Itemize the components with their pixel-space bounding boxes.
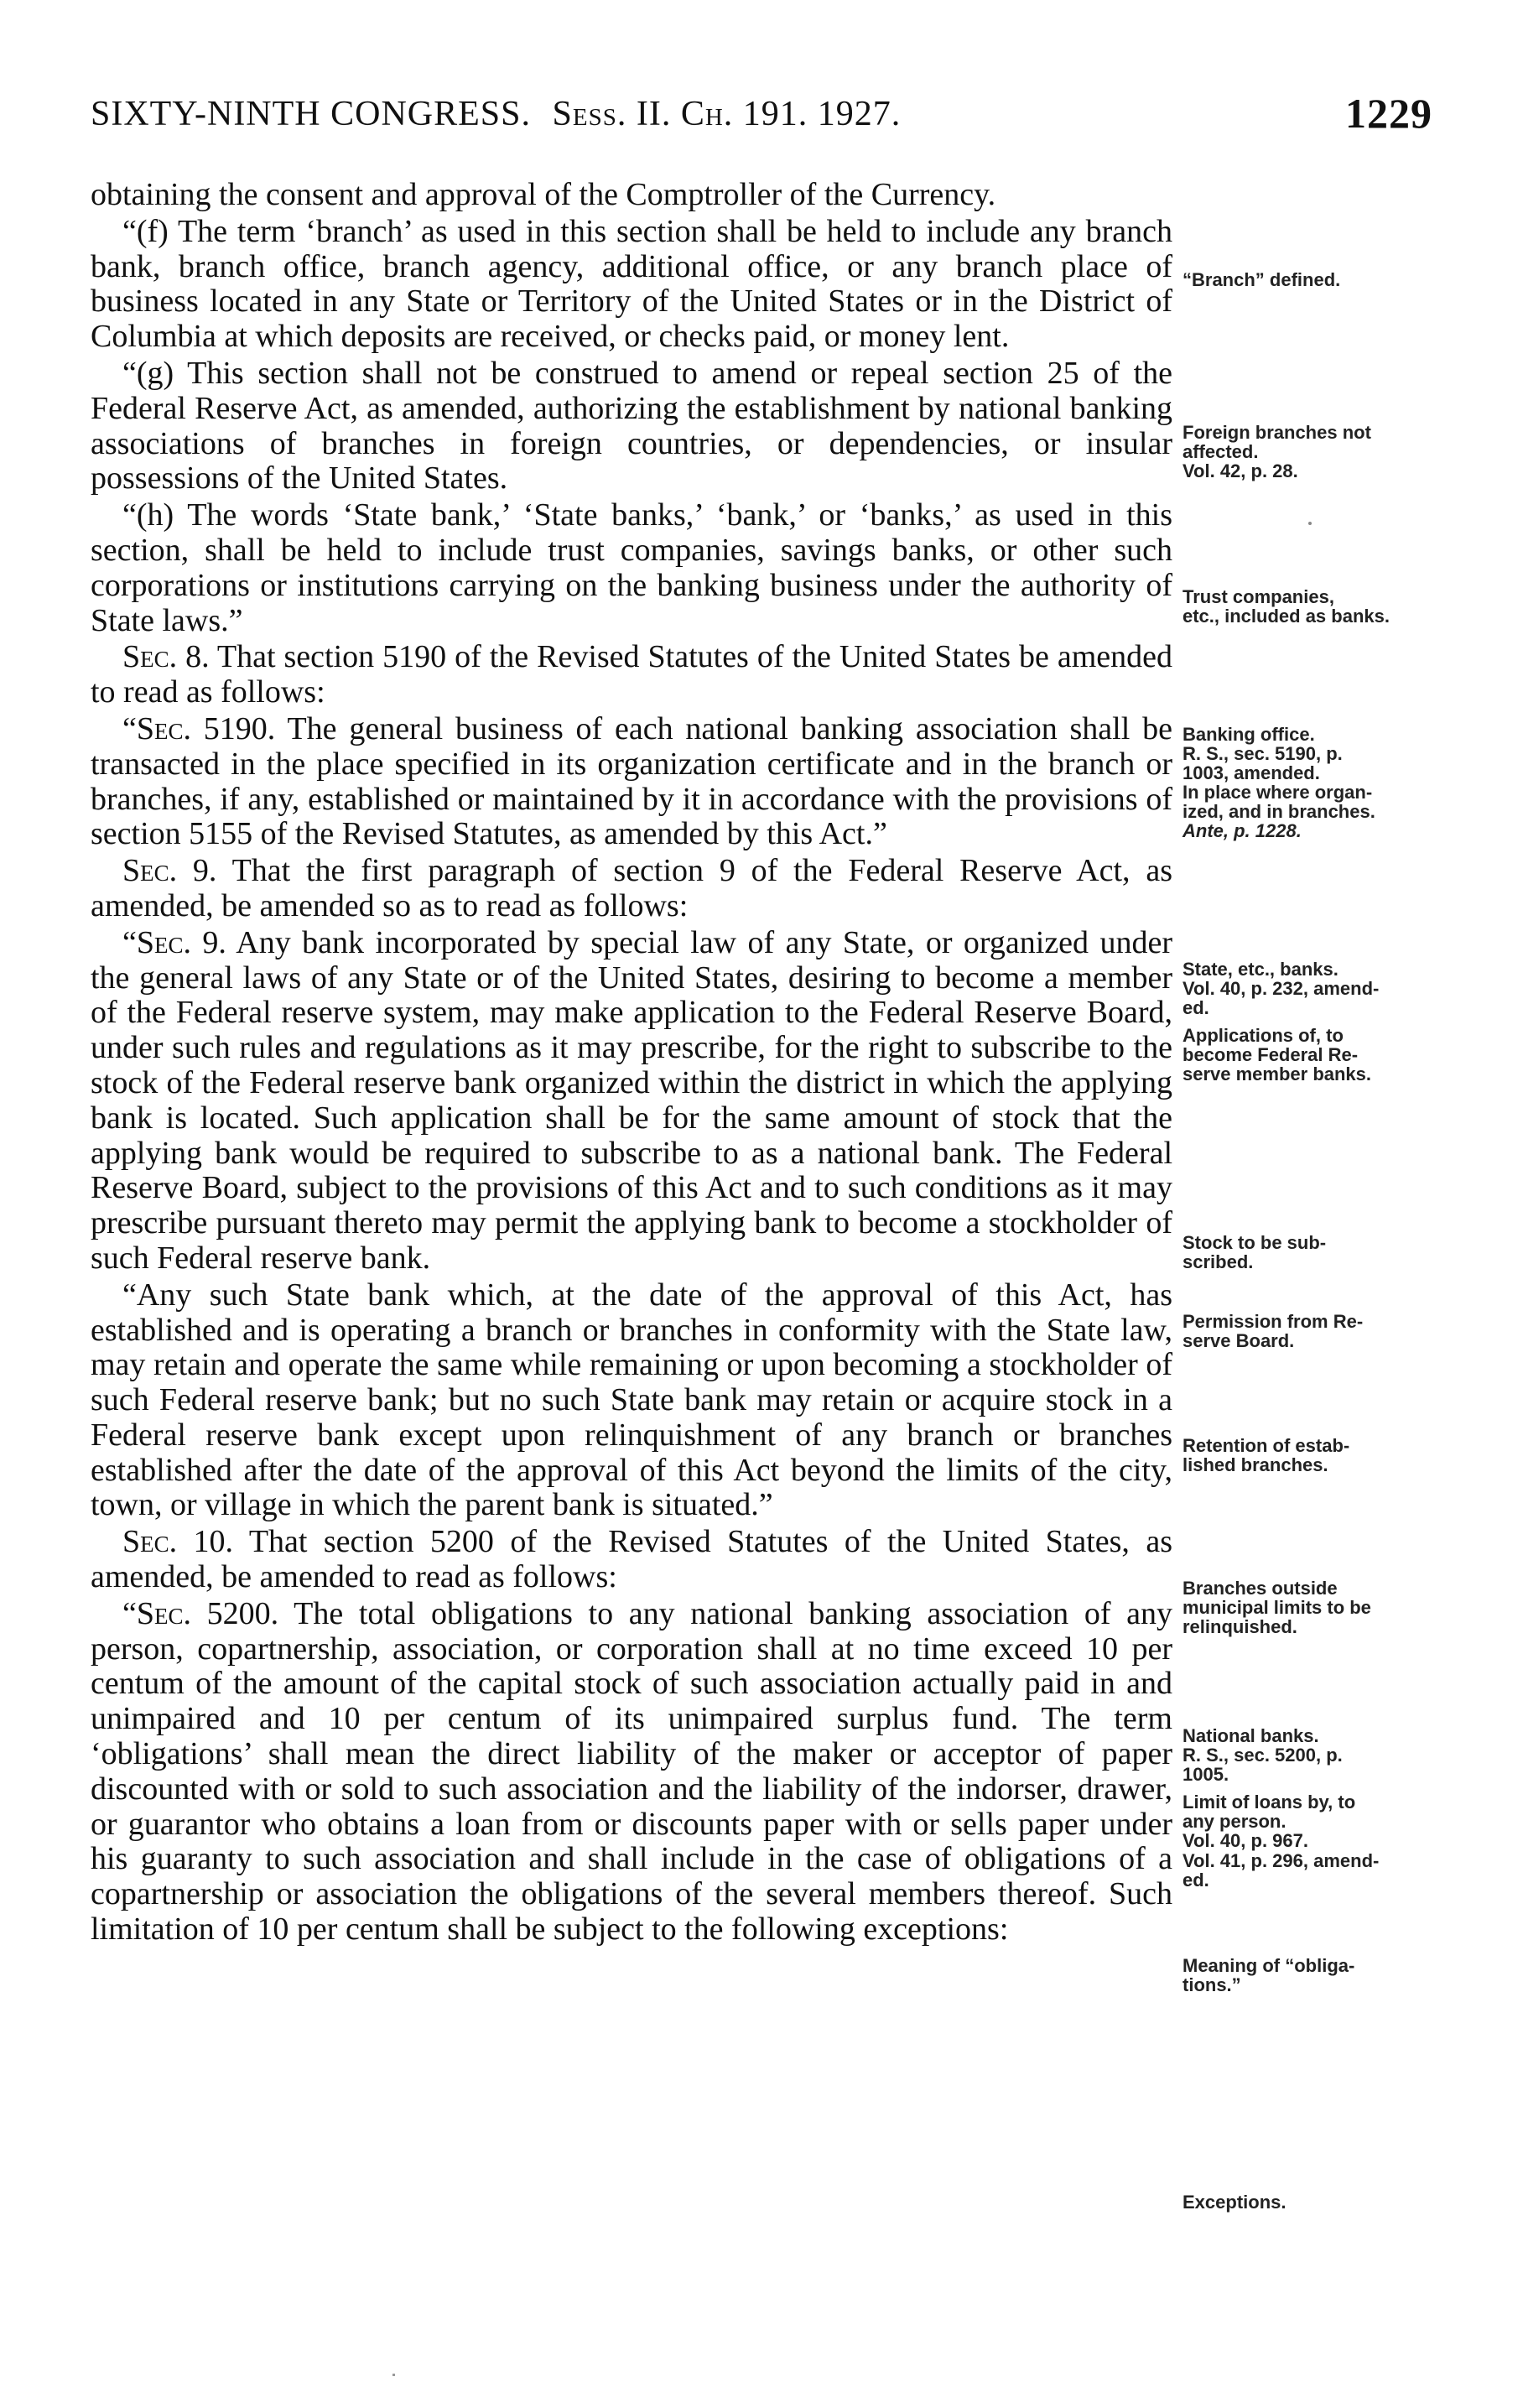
margin-note-foreign-branches: Foreign branches not affected. Vol. 42, p. 28.	[1183, 422, 1371, 482]
page-number: 1229	[1345, 90, 1432, 137]
margin-note-state-banks: State, etc., banks. Vol. 40, p. 232, amend- ed. Applications of, to become Federal Re- serve member banks.	[1183, 959, 1380, 1085]
section-9	[91, 854, 1172, 924]
margin-note-branch-defined: “Branch” defined.	[1183, 269, 1341, 290]
section-5200	[91, 1597, 1172, 1948]
section-10	[91, 1525, 1172, 1595]
section-label: Sec. 8.	[122, 639, 210, 675]
margin-note-permission: Permission from Re- serve Board.	[1183, 1311, 1364, 1352]
margin-note-trust-companies: Trust companies, etc., included as banks.	[1183, 586, 1390, 627]
running-head	[91, 94, 901, 134]
paragraph: obtaining the consent and approval of the Comptroller of the Currency.	[91, 177, 996, 212]
paragraph-f: “(f) The term ‘branch’ as used in this section shall be held to include any branch bank, branch office, branch agency, additional office, or any branch place of business located in any State or Territory of the United States or in the District of Columbia at which deposits are received, or checks paid, or money lent.	[91, 213, 1172, 355]
section-text: The general business of each national banking association shall be transacted in the place specified in its organization certificate and in the branch or branches, if any, established or maintained by it in accordance with the provisions of section 5155 of the Revised Statutes, as amended by this Act.”	[91, 710, 1172, 852]
section-5190	[91, 712, 1172, 852]
section-text: That section 5200 of the Revised Statutes of the United States, as amended, be amended to read as follows:	[91, 1524, 1172, 1595]
section-label: Sec. 10.	[122, 1524, 234, 1560]
running-head-session: Sess. II. Ch. 191. 1927.	[552, 95, 902, 133]
section-text: Any bank incorporated by special law of any State, or organized under the general laws of any State or of the United States, desiring to become a member of the Federal reserve system, may make application to the Federal Reserve Board, under such rules and regulations as it may prescribe, for the right to subscribe to the stock of the Federal reserve bank organized within the district in which the applying bank is located. Such application shall be for the same amount of stock that the applying bank would be required to subscribe to as a national bank. The Federal Reserve Board, subject to the provisions of this Act and to such conditions as it may prescribe pursuant thereto may permit the applying bank to become a stockholder of such Federal reserve bank.	[91, 924, 1173, 1276]
margin-note-retention: Retention of estab- lished branches.	[1183, 1435, 1350, 1476]
page-header	[91, 90, 1432, 144]
section-8	[91, 640, 1172, 710]
margin-note-national-banks: National banks. R. S., sec. 5200, p. 1005. Limit of loans by, to any person. Vol. 40, p. 967. Vol. 41, p. 296, amend- ed.	[1183, 1725, 1380, 1891]
running-head-congress: SIXTY-NINTH CONGRESS.	[91, 95, 532, 133]
section-9-quoted	[91, 926, 1172, 1277]
margin-note-banking-office: Banking office. R. S., sec. 5190, p. 1003, amended. In place where organ- ized, and in branches. Ante, p. 1228.	[1183, 724, 1375, 842]
margin-note-stock-subscribed: Stock to be sub- scribed.	[1183, 1232, 1327, 1273]
margin-note-branches-outside: Branches outside municipal limits to be relinquished.	[1183, 1578, 1371, 1638]
section-label: “Sec. 9.	[122, 924, 226, 960]
section-label: Sec. 9.	[122, 853, 217, 889]
section-label: “Sec. 5200.	[122, 1595, 279, 1631]
margin-note-exceptions: Exceptions.	[1183, 2192, 1286, 2213]
section-text: The total obligations to any national banking association of any person, copartnership, association, or corporation shall at no time exceed 10 per centum of the amount of the capital stock of such association actually paid in and unimpaired and 10 per centum of its unimpaired surplus fund. The term ‘obligations’ shall mean the direct liability of the maker or acceptor of paper discounted with or sold to such association and the liability of the indorser, drawer, or guarantor who obtains a loan from or discounts paper with or sells paper under his guaranty to such association and shall include in the case of obligations of a copartnership or association the obligations of the several members thereof. Such limitation of 10 per centum shall be subject to the following exceptions:	[91, 1595, 1172, 1948]
print-speck	[392, 2374, 395, 2376]
paragraph-state-bank: “Any such State bank which, at the date of the approval of this Act, has established and is operating a branch or branches in conformity with the State law, may retain and operate the same while remaining or upon becoming a stockholder of such Federal reserve bank; but no such State bank may retain or acquire stock in a Federal reserve bank except upon relinquishment of any branch or branches established after the date of the approval of this Act beyond the limits of the city, town, or village in which the parent bank is situated.”	[91, 1277, 1172, 1523]
section-label: “Sec. 5190.	[122, 710, 276, 746]
margin-note-obligations: Meaning of “obliga- tions.”	[1183, 1955, 1355, 1996]
paragraph-h: “(h) The words ‘State bank,’ ‘State banks,’ ‘bank,’ or ‘banks,’ as used in this section, shall be held to include trust companies, savings banks, or other such corporations or institutions carrying on the banking business under the authority of State laws.”	[91, 497, 1172, 638]
section-text: That the first paragraph of section 9 of the Federal Reserve Act, as amended, be amended so as to read as follows:	[91, 853, 1172, 923]
print-speck	[1308, 522, 1312, 525]
statute-text	[91, 178, 1172, 1949]
margin-notes	[1183, 178, 1439, 2308]
section-text: That section 5190 of the Revised Statutes of the United States be amended to read as follows:	[91, 639, 1172, 710]
paragraph-g: “(g) This section shall not be construed to amend or repeal section 25 of the Federal Reserve Act, as amended, authorizing the establishment by national banking associations of branches in foreign countries, or dependencies, or insular possessions of the United States.	[91, 355, 1172, 497]
